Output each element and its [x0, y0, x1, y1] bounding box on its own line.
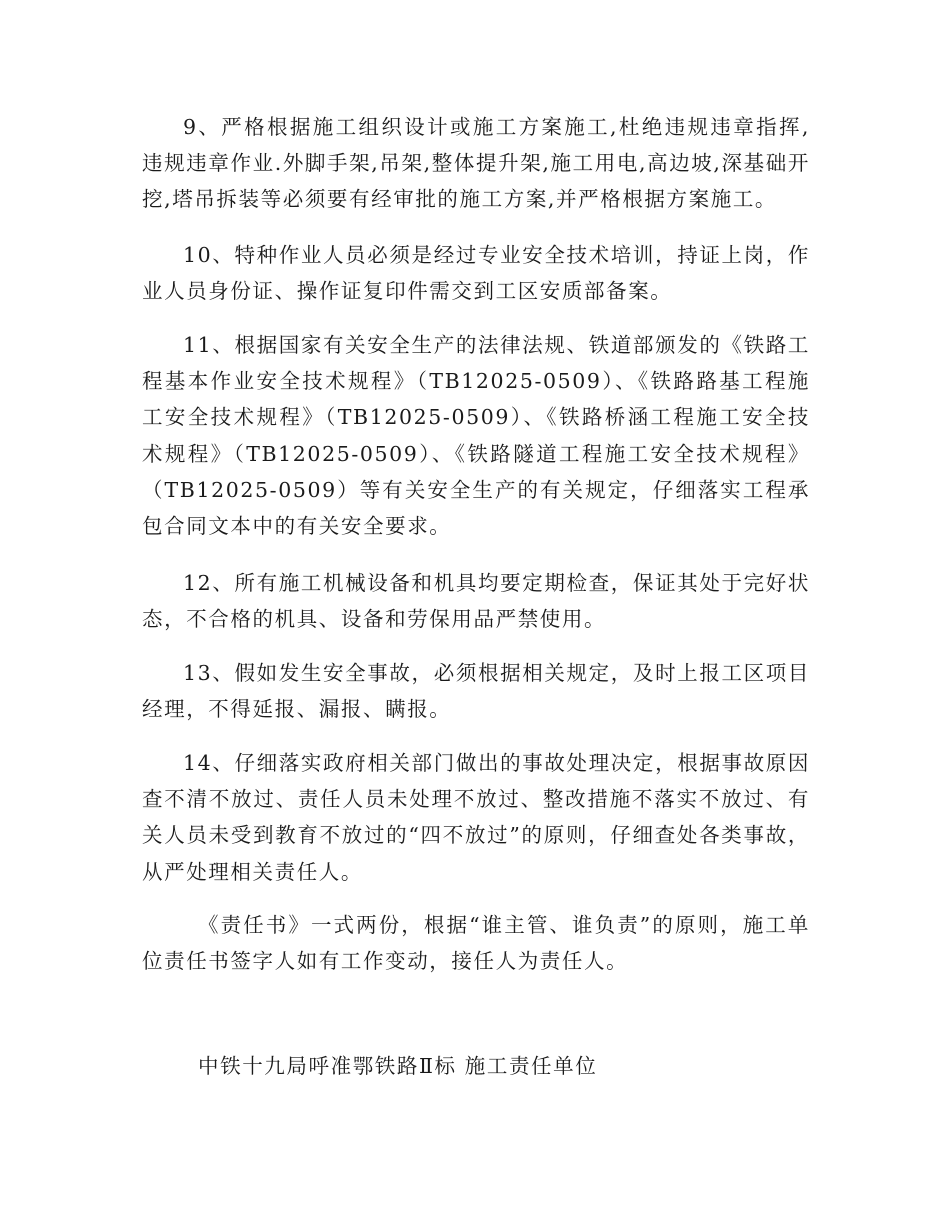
closing-statement: 《责任书》一式两份，根据“谁主管、谁负责”的原则，施工单位责任书签字人如有工作变动，接任人为责任人。 [142, 913, 810, 974]
clause-11: 11、根据国家有关安全生产的法律法规、铁道部颁发的《铁路工程基本作业安全技术规程》（TB12025-0509）、《铁路路基工程施工安全技术规程》（TB12025-0509）、《铁路桥涵工程施工安全技术规程》（TB12025-0509）、《铁路隧道工程施工安全技术规程》（TB12025-0509）等有关安全生产的有关规定，仔细落实工程承包合同文本中的有关安全要求。 [142, 333, 810, 539]
clause-10: 10、特种作业人员必须是经过专业安全技术培训，持证上岗，作业人员身份证、操作证复印件需交到工区安质部备案。 [142, 243, 810, 304]
clause-9: 9、严格根据施工组织设计或施工方案施工,杜绝违规违章指挥,违规违章作业.外脚手架,吊架,整体提升架,施工用电,高边坡,深基础开挖,塔吊拆装等必须要有经审批的施工方案,并严格根据方案施工。 [142, 115, 810, 212]
clause-12: 12、所有施工机械设备和机具均要定期检查，保证其处于完好状态，不合格的机具、设备和劳保用品严禁使用。 [142, 571, 810, 632]
clause-14: 14、仔细落实政府相关部门做出的事故处理决定，根据事故原因查不清不放过、责任人员未处理不放过、整改措施不落实不放过、有关人员未受到教育不放过的“四不放过”的原则，仔细查处各类事故，从严处理相关责任人。 [142, 751, 810, 884]
clause-13: 13、假如发生安全事故，必须根据相关规定，及时上报工区项目经理，不得延报、漏报、瞒报。 [142, 661, 810, 722]
signatory-unit: 中铁十九局呼准鄂铁路Ⅱ标 施工责任单位 [198, 1054, 598, 1078]
